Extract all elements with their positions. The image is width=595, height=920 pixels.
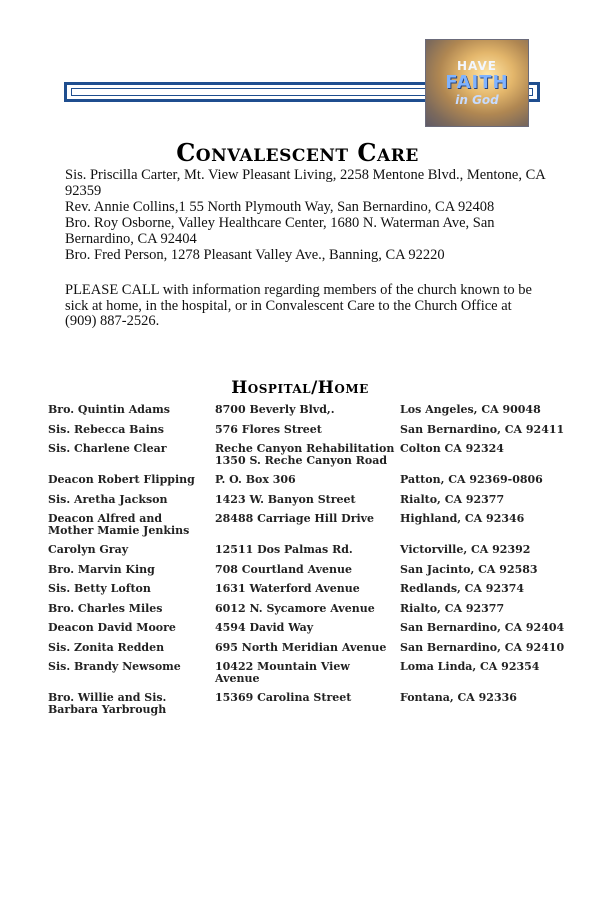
member-city: Patton, CA 92369-0806 xyxy=(400,473,543,486)
member-city: Fontana, CA 92336 xyxy=(400,691,517,704)
member-city: San Bernardino, CA 92404 xyxy=(400,621,565,634)
table-row xyxy=(48,692,568,715)
convalescent-entry: Sis. Priscilla Carter, Mt. View Pleasant Living, 2258 Mentone Blvd., Mentone, CA 92359 xyxy=(65,167,545,199)
convalescent-entry: Bro. Roy Osborne, Valley Healthcare Center, 1680 N. Waterman Ave, San Bernardino, CA 92404 xyxy=(65,215,495,247)
table-row xyxy=(48,443,568,466)
member-name: Sis. Betty Lofton xyxy=(48,582,151,595)
table-row xyxy=(48,474,568,486)
member-city: San Bernardino, CA 92411 xyxy=(400,422,565,436)
convalescent-entry: Bro. Fred Person, 1278 Pleasant Valley Ave., Banning, CA 92220 xyxy=(65,247,445,263)
table-row xyxy=(48,583,568,595)
member-address: Reche Canyon Rehabilitation 1350 S. Reche Canyon Road xyxy=(215,442,395,467)
table-row xyxy=(48,513,568,536)
hospital-home-table xyxy=(48,404,568,723)
member-name: Sis. Rebecca Bains xyxy=(48,422,164,436)
member-address: 15369 Carolina Street xyxy=(215,691,352,704)
convalescent-care-title: Convalescent Care xyxy=(176,138,419,167)
convalescent-entry: Rev. Annie Collins,1 55 North Plymouth Way, San Bernardino, CA 92408 xyxy=(65,199,495,215)
logo-line-1: HAVE xyxy=(457,59,497,73)
member-name: Bro. Willie and Sis. Barbara Yarbrough xyxy=(48,691,167,716)
member-name: Sis. Zonita Redden xyxy=(48,640,165,654)
member-name: Sis. Aretha Jackson xyxy=(48,492,168,506)
member-city: Victorville, CA 92392 xyxy=(400,543,531,556)
member-address: 695 North Meridian Avenue xyxy=(215,640,387,654)
member-city: Loma Linda, CA 92354 xyxy=(400,660,540,673)
member-address: 6012 N. Sycamore Avenue xyxy=(215,601,375,615)
member-city: Highland, CA 92346 xyxy=(400,512,525,525)
member-city: San Jacinto, CA 92583 xyxy=(400,562,538,576)
member-address: 10422 Mountain View Avenue xyxy=(215,660,350,685)
member-city: Redlands, CA 92374 xyxy=(400,582,525,595)
table-row xyxy=(48,424,568,436)
member-address: P. O. Box 306 xyxy=(215,473,296,486)
member-city: San Bernardino, CA 92410 xyxy=(400,640,565,654)
member-address: 12511 Dos Palmas Rd. xyxy=(215,543,353,556)
member-address: 1423 W. Banyon Street xyxy=(215,492,356,506)
logo-line-3: in God xyxy=(455,93,499,107)
member-address: 28488 Carriage Hill Drive xyxy=(215,512,375,525)
member-address: 8700 Beverly Blvd,. xyxy=(215,403,335,416)
table-row xyxy=(48,404,568,416)
member-address: 576 Flores Street xyxy=(215,422,322,436)
member-address: 708 Courtland Avenue xyxy=(215,562,353,576)
convalescent-list xyxy=(65,167,545,263)
logo-line-2: FAITH xyxy=(445,72,509,93)
member-name: Deacon David Moore xyxy=(48,621,176,634)
member-name: Sis. Charlene Clear xyxy=(48,442,167,455)
member-city: Rialto, CA 92377 xyxy=(400,492,505,506)
member-address: 4594 David Way xyxy=(215,621,314,634)
member-city: Colton CA 92324 xyxy=(400,442,504,455)
member-name: Deacon Alfred and Mother Mamie Jenkins xyxy=(48,512,190,537)
table-row xyxy=(48,603,568,615)
hospital-home-title: Hospital/Home xyxy=(231,378,369,398)
member-name: Sis. Brandy Newsome xyxy=(48,660,181,673)
table-row xyxy=(48,642,568,654)
member-name: Deacon Robert Flipping xyxy=(48,473,195,486)
member-name: Carolyn Gray xyxy=(48,543,129,556)
table-row xyxy=(48,564,568,576)
call-notice: PLEASE CALL with information regarding members of the church known to be sick at home, in the hospital, or in Convalescent Care to the Church Office at (909) 887-2526. xyxy=(65,282,532,329)
member-address: 1631 Waterford Avenue xyxy=(215,582,360,595)
member-name: Bro. Marvin King xyxy=(48,562,155,576)
member-city: Rialto, CA 92377 xyxy=(400,601,505,615)
have-faith-logo xyxy=(426,40,528,126)
member-name: Bro. Quintin Adams xyxy=(48,403,170,416)
member-city: Los Angeles, CA 90048 xyxy=(400,403,541,416)
table-row xyxy=(48,544,568,556)
table-row xyxy=(48,494,568,506)
table-row xyxy=(48,661,568,684)
member-name: Bro. Charles Miles xyxy=(48,601,163,615)
table-row xyxy=(48,622,568,634)
